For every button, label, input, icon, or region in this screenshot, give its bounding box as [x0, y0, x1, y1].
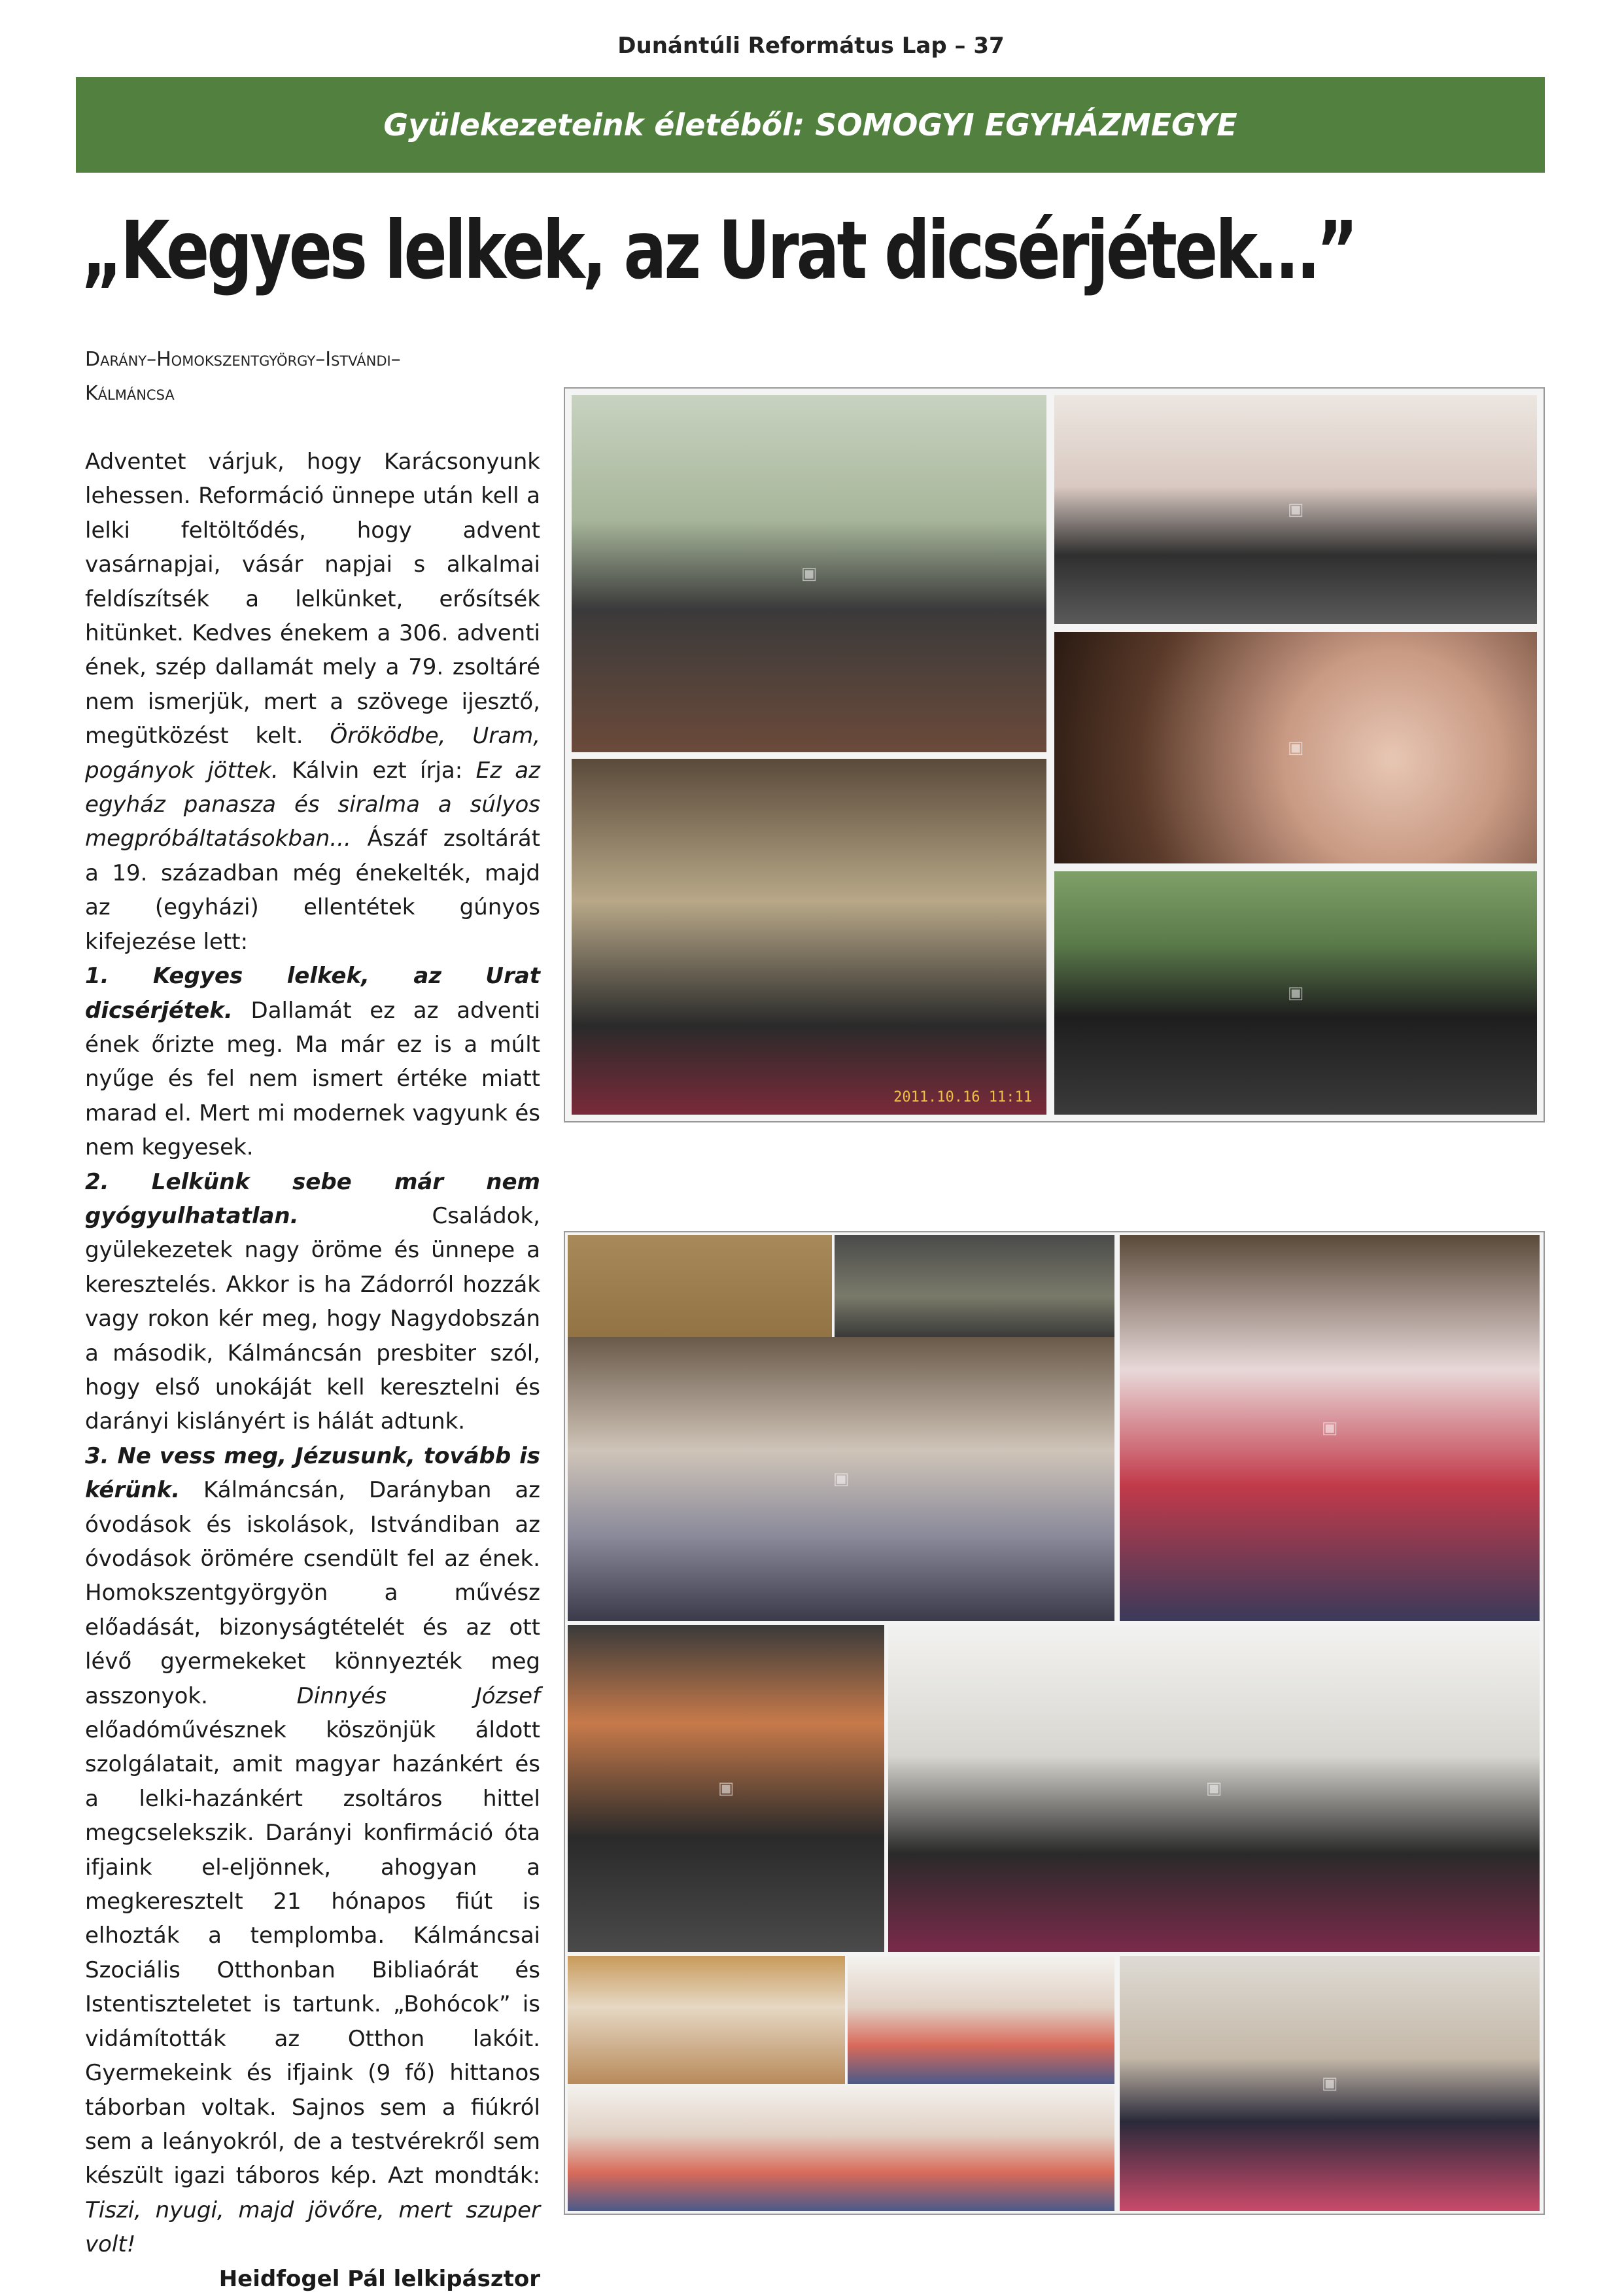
p1-italic-calvin: Ez az egyház panasza és siralma a súlyos megpróbáltatásokban... — [85, 757, 540, 852]
paragraph-1 — [85, 445, 540, 959]
photo-confirmation-group — [1054, 871, 1537, 1115]
p4-heading: 3. Ne vess meg, Jézusunk, tovább is kérünk. — [85, 1442, 540, 1504]
locations-line-1: Darány–Homokszentgyörgy–Istvándi– — [85, 348, 401, 371]
photo-children-group-icon: ▣ — [1321, 1418, 1338, 1438]
photo-table-room — [835, 1235, 1114, 1337]
photo-children-church — [1120, 1956, 1540, 2211]
p1-text-c: Kálvin ezt írja: — [278, 757, 476, 784]
photo-children-group — [1120, 1235, 1540, 1621]
p1-text-e: Ászáf zsoltárát a 19. században még énekelték, majd az (egyházi) ellentétek gúnyos kifejezése lett: — [85, 826, 540, 955]
photo-woman-child — [568, 1625, 884, 1952]
photo-collage-top — [564, 387, 1545, 1122]
p4-quote: Tiszi, nyugi, majd jövőre, mert szuper volt! — [85, 2197, 540, 2258]
photo-guitar-church — [888, 1625, 1540, 1952]
photo-church-group — [1054, 395, 1537, 624]
paragraph-2 — [85, 959, 540, 1164]
photo-mother-baby-icon: ▣ — [1287, 738, 1304, 757]
photo-elderly-audience-icon: ▣ — [833, 1469, 850, 1489]
p1-text-a: Adventet várjuk, hogy Karácsonyunk lehessen. Reformáció ünnepe után kell a lelki feltöltődés, hogy advent vasárnapjai, vásár napjai s alkalmai feldíszítsék a lelkünket, erősítsék hitünket. Kedves énekem a 306. adventi ének, szép dallamát mely a 79. zsoltáré nem ismerjük, mert a szövege ijesztő, megütközést kelt. — [85, 449, 540, 750]
photo-confirmation-group-icon: ▣ — [1287, 983, 1304, 1003]
photo-timestamp: 2011.10.16 11:11 — [893, 1089, 1032, 1105]
locations-line-2: Kálmáncsa — [85, 382, 175, 405]
p4-text-a: Kálmáncsán, Darányban az óvodások és iskolások, Istvándiban az óvodások örömére csendült fel az ének. Homokszentgyörgyön a művész előadását, bizonyságtételét és az ott lévő gyermekeket könnyezték meg asszonyok. — [85, 1477, 540, 1709]
photo-woman-child-icon: ▣ — [717, 1779, 734, 1798]
article-body — [85, 445, 540, 2296]
photo-mother-baby — [1054, 632, 1537, 863]
article-locations — [85, 343, 543, 411]
section-banner-text: Gyülekezeteink életéből: SOMOGYI EGYHÁZMEGYE — [383, 107, 1237, 143]
section-banner — [76, 77, 1545, 173]
photo-gym-guitar — [568, 1956, 845, 2084]
p1-italic-quote: Öröködbe, Uram, pogányok jöttek. — [85, 723, 541, 784]
photo-elderly-audience — [568, 1337, 1114, 1621]
running-head: Dunántúli Református Lap – 37 — [617, 33, 1005, 59]
p2-heading: 1. Kegyes lelkek, az Urat dicsérjétek. — [85, 963, 540, 1024]
article-title: „Kegyes lelkek, az Urat dicsérjétek…” — [81, 204, 1356, 297]
photo-family-room-icon: ▣ — [801, 564, 818, 583]
p4-text-b: előadóművésznek köszönjük áldott szolgálatait, amit magyar hazánkért és a lelki-hazánkért zsoltáros hittel megcselekszik. Darányi konfirmáció óta ifjaink el-eljönnek, ahogyan a megkeresztelt 21 hónapos fiút is elhozták a templomba. Kálmáncsai Szociális Otthonban Bibliaórát és Istentiszteletet is tartunk. „Bohócok” is vidámították az Otthon lakóit. Gyermekeink és ifjaink (9 fő) hittanos táborban voltak. Sajnos sem a fiúkról sem a leányokról, de a testvérekről sem készült igazi táboros kép. Azt mondták: — [85, 1717, 540, 2189]
p2-text: Dallamát ez az adventi ének őrizte meg. Ma már ez is a múlt nyűge és fel nem ismert értéke miatt marad el. Mert mi modernek vagyunk és nem kegyesek. — [85, 997, 540, 1161]
paragraph-3 — [85, 1165, 540, 1439]
photo-collage-bottom — [564, 1231, 1545, 2215]
article-signature: Heidfogel Pál lelkipásztor — [218, 2265, 540, 2292]
photo-guitar-church-icon: ▣ — [1205, 1779, 1222, 1798]
photo-church-baptism — [572, 759, 1046, 1115]
photo-kindergarten — [568, 2084, 1114, 2211]
p3-heading: 2. Lelkünk sebe már nem gyógyulhatatlan. — [85, 1168, 540, 1229]
photo-children-church-icon: ▣ — [1321, 2074, 1338, 2093]
photo-family-room — [572, 395, 1046, 752]
p3-text: Családok, gyülekezetek nagy öröme és ünnepe a keresztelés. Akkor is ha Zádorról hozzák vagy rokon kér meg, hogy Nagydobszán a második, Kálmáncsán presbiter szól, hogy első unokáját kell keresztelni és darányi kislányért is hálát adtunk. — [85, 1202, 540, 1435]
p4-name: Dinnyés József — [296, 1682, 540, 1709]
photo-church-group-icon: ▣ — [1287, 500, 1304, 519]
photo-kindergarten-window — [848, 1956, 1114, 2084]
paragraph-4 — [85, 1439, 540, 2262]
